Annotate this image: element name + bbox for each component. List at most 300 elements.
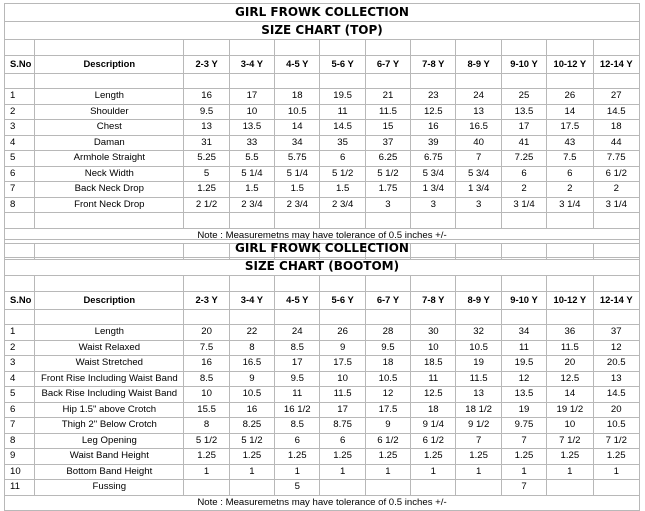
size-value[interactable]: 3 <box>456 197 501 213</box>
empty-cell[interactable] <box>184 40 229 56</box>
size-value[interactable]: 1.5 <box>275 182 320 198</box>
empty-cell[interactable] <box>184 213 229 229</box>
empty-cell[interactable] <box>501 309 546 325</box>
size-value[interactable]: 13.5 <box>501 104 546 120</box>
empty-cell[interactable] <box>320 276 365 292</box>
size-value[interactable]: 11 <box>411 371 456 387</box>
size-value[interactable]: 19 1/2 <box>547 402 593 418</box>
empty-cell[interactable] <box>229 73 274 89</box>
size-value[interactable]: 27 <box>593 89 639 105</box>
empty-cell[interactable] <box>320 40 365 56</box>
size-value[interactable]: 5 3/4 <box>456 166 501 182</box>
size-value[interactable]: 2 3/4 <box>229 197 274 213</box>
size-value[interactable]: 5 1/2 <box>320 166 365 182</box>
row-number[interactable]: 4 <box>5 135 35 151</box>
size-value[interactable]: 9.5 <box>184 104 229 120</box>
size-value[interactable]: 14 <box>275 120 320 136</box>
size-value[interactable]: 16 <box>229 402 274 418</box>
size-value[interactable]: 10.5 <box>593 418 639 434</box>
size-value[interactable]: 13 <box>593 371 639 387</box>
size-value[interactable]: 10 <box>547 418 593 434</box>
size-value[interactable]: 33 <box>229 135 274 151</box>
size-value[interactable]: 16 <box>184 89 229 105</box>
size-value[interactable]: 22 <box>229 325 274 341</box>
measurement-description[interactable]: Back Rise Including Waist Band <box>35 387 184 403</box>
empty-cell[interactable] <box>5 276 35 292</box>
empty-cell[interactable] <box>456 276 501 292</box>
size-value[interactable]: 43 <box>547 135 593 151</box>
size-value[interactable]: 2 <box>547 182 593 198</box>
size-value[interactable]: 1 <box>365 464 410 480</box>
empty-cell[interactable] <box>593 73 639 89</box>
header-size[interactable]: 9-10 Y <box>501 291 546 309</box>
header-description[interactable]: Description <box>35 55 184 73</box>
size-value[interactable]: 1 <box>184 464 229 480</box>
size-value[interactable]: 11.5 <box>456 371 501 387</box>
empty-cell[interactable] <box>411 40 456 56</box>
size-value[interactable]: 5 1/2 <box>365 166 410 182</box>
empty-cell[interactable] <box>547 213 593 229</box>
size-value[interactable]: 2 3/4 <box>320 197 365 213</box>
empty-cell[interactable] <box>593 276 639 292</box>
size-value[interactable]: 2 3/4 <box>275 197 320 213</box>
empty-cell[interactable] <box>456 309 501 325</box>
size-value[interactable]: 15.5 <box>184 402 229 418</box>
empty-cell[interactable] <box>320 213 365 229</box>
empty-cell[interactable] <box>184 309 229 325</box>
empty-cell[interactable] <box>365 276 410 292</box>
size-value[interactable]: 19.5 <box>320 89 365 105</box>
size-value[interactable]: 11.5 <box>320 387 365 403</box>
empty-cell[interactable] <box>411 213 456 229</box>
size-value[interactable]: 7.75 <box>593 151 639 167</box>
size-value[interactable]: 17.5 <box>365 402 410 418</box>
size-value[interactable]: 10.5 <box>456 340 501 356</box>
size-value[interactable]: 1 <box>547 464 593 480</box>
size-value[interactable]: 10 <box>184 387 229 403</box>
header-size[interactable]: 12-14 Y <box>593 291 639 309</box>
empty-cell[interactable] <box>184 276 229 292</box>
size-value[interactable]: 7.5 <box>547 151 593 167</box>
size-value[interactable]: 13.5 <box>229 120 274 136</box>
tolerance-note[interactable]: Note : Measuremetns may have tolerance of 0.5 inches +/- <box>5 495 640 511</box>
empty-cell[interactable] <box>275 309 320 325</box>
size-value[interactable]: 26 <box>320 325 365 341</box>
header-size[interactable]: 4-5 Y <box>275 291 320 309</box>
size-value[interactable]: 41 <box>501 135 546 151</box>
size-value[interactable]: 5.5 <box>229 151 274 167</box>
empty-cell[interactable] <box>275 276 320 292</box>
size-value[interactable]: 1.5 <box>320 182 365 198</box>
size-value[interactable]: 10.5 <box>275 104 320 120</box>
chart-subtitle[interactable]: SIZE CHART (BOOTOM) <box>5 258 640 276</box>
empty-cell[interactable] <box>229 213 274 229</box>
row-number[interactable]: 10 <box>5 464 35 480</box>
size-value[interactable]: 6 <box>320 433 365 449</box>
size-value[interactable]: 11.5 <box>365 104 410 120</box>
empty-cell[interactable] <box>365 309 410 325</box>
size-value[interactable]: 8 <box>229 340 274 356</box>
size-value[interactable]: 1.25 <box>184 182 229 198</box>
size-value[interactable]: 7 <box>501 480 546 496</box>
empty-cell[interactable] <box>35 276 184 292</box>
header-size[interactable]: 6-7 Y <box>365 291 410 309</box>
size-value[interactable]: 9 1/2 <box>456 418 501 434</box>
empty-cell[interactable] <box>229 40 274 56</box>
collection-title[interactable]: GIRL FROWK COLLECTION <box>5 4 640 22</box>
size-value[interactable]: 18 1/2 <box>456 402 501 418</box>
size-value[interactable]: 20 <box>593 402 639 418</box>
empty-cell[interactable] <box>411 276 456 292</box>
empty-cell[interactable] <box>456 213 501 229</box>
size-value[interactable]: 1 3/4 <box>411 182 456 198</box>
header-sno[interactable]: S.No <box>5 291 35 309</box>
row-number[interactable]: 8 <box>5 433 35 449</box>
empty-cell[interactable] <box>547 276 593 292</box>
size-value[interactable]: 24 <box>275 325 320 341</box>
header-size[interactable]: 5-6 Y <box>320 55 365 73</box>
empty-cell[interactable] <box>35 213 184 229</box>
size-value[interactable]: 12.5 <box>411 104 456 120</box>
empty-cell[interactable] <box>275 73 320 89</box>
header-size[interactable]: 7-8 Y <box>411 291 456 309</box>
measurement-description[interactable]: Chest <box>35 120 184 136</box>
size-value[interactable] <box>411 480 456 496</box>
size-value[interactable]: 1.25 <box>456 449 501 465</box>
size-value[interactable]: 26 <box>547 89 593 105</box>
empty-cell[interactable] <box>365 73 410 89</box>
size-value[interactable]: 17 <box>320 402 365 418</box>
empty-cell[interactable] <box>275 213 320 229</box>
size-value[interactable]: 3 1/4 <box>593 197 639 213</box>
size-value[interactable]: 12.5 <box>411 387 456 403</box>
measurement-description[interactable]: Length <box>35 89 184 105</box>
size-value[interactable]: 35 <box>320 135 365 151</box>
size-value[interactable]: 32 <box>456 325 501 341</box>
empty-cell[interactable] <box>501 40 546 56</box>
size-value[interactable]: 17.5 <box>547 120 593 136</box>
row-number[interactable]: 9 <box>5 449 35 465</box>
empty-cell[interactable] <box>5 73 35 89</box>
empty-cell[interactable] <box>320 309 365 325</box>
empty-cell[interactable] <box>501 213 546 229</box>
empty-cell[interactable] <box>547 40 593 56</box>
size-value[interactable]: 3 1/4 <box>547 197 593 213</box>
size-value[interactable]: 1 <box>229 464 274 480</box>
size-value[interactable]: 17 <box>275 356 320 372</box>
row-number[interactable]: 5 <box>5 151 35 167</box>
empty-cell[interactable] <box>501 276 546 292</box>
size-value[interactable]: 2 <box>501 182 546 198</box>
size-value[interactable]: 6.25 <box>365 151 410 167</box>
row-number[interactable]: 5 <box>5 387 35 403</box>
size-value[interactable]: 6 <box>501 166 546 182</box>
size-value[interactable]: 13 <box>184 120 229 136</box>
size-value[interactable] <box>456 480 501 496</box>
size-value[interactable]: 10 <box>320 371 365 387</box>
header-size[interactable]: 7-8 Y <box>411 55 456 73</box>
size-value[interactable]: 12.5 <box>547 371 593 387</box>
size-value[interactable]: 13.5 <box>501 387 546 403</box>
size-value[interactable]: 1 <box>501 464 546 480</box>
size-value[interactable]: 15 <box>365 120 410 136</box>
measurement-description[interactable]: Waist Stretched <box>35 356 184 372</box>
size-value[interactable]: 6.75 <box>411 151 456 167</box>
size-value[interactable]: 37 <box>365 135 410 151</box>
measurement-description[interactable]: Front Neck Drop <box>35 197 184 213</box>
size-value[interactable]: 16 <box>411 120 456 136</box>
size-value[interactable]: 8.5 <box>275 418 320 434</box>
size-value[interactable]: 9 <box>365 418 410 434</box>
size-value[interactable]: 1.25 <box>184 449 229 465</box>
size-value[interactable]: 1.5 <box>229 182 274 198</box>
empty-cell[interactable] <box>593 309 639 325</box>
header-size[interactable]: 2-3 Y <box>184 291 229 309</box>
empty-cell[interactable] <box>593 40 639 56</box>
size-value[interactable]: 5 1/2 <box>184 433 229 449</box>
empty-cell[interactable] <box>456 40 501 56</box>
size-value[interactable]: 5.25 <box>184 151 229 167</box>
size-value[interactable]: 1.25 <box>229 449 274 465</box>
header-size[interactable]: 10-12 Y <box>547 55 593 73</box>
size-value[interactable] <box>229 480 274 496</box>
size-value[interactable]: 10.5 <box>365 371 410 387</box>
size-value[interactable] <box>365 480 410 496</box>
empty-cell[interactable] <box>35 73 184 89</box>
header-size[interactable]: 3-4 Y <box>229 55 274 73</box>
size-value[interactable]: 7 <box>456 433 501 449</box>
size-value[interactable]: 1.25 <box>275 449 320 465</box>
size-value[interactable]: 1.25 <box>547 449 593 465</box>
size-value[interactable]: 31 <box>184 135 229 151</box>
row-number[interactable]: 7 <box>5 418 35 434</box>
size-value[interactable]: 14.5 <box>320 120 365 136</box>
size-value[interactable]: 2 <box>593 182 639 198</box>
empty-cell[interactable] <box>320 73 365 89</box>
size-value[interactable]: 40 <box>456 135 501 151</box>
measurement-description[interactable]: Fussing <box>35 480 184 496</box>
empty-cell[interactable] <box>547 309 593 325</box>
empty-cell[interactable] <box>184 73 229 89</box>
empty-cell[interactable] <box>5 309 35 325</box>
size-value[interactable]: 6 <box>320 151 365 167</box>
header-size[interactable]: 9-10 Y <box>501 55 546 73</box>
header-size[interactable]: 8-9 Y <box>456 291 501 309</box>
size-value[interactable]: 17 <box>501 120 546 136</box>
size-value[interactable]: 1.25 <box>593 449 639 465</box>
size-value[interactable]: 5 1/4 <box>229 166 274 182</box>
row-number[interactable]: 6 <box>5 402 35 418</box>
size-value[interactable]: 1 3/4 <box>456 182 501 198</box>
empty-cell[interactable] <box>5 213 35 229</box>
size-value[interactable]: 9 <box>229 371 274 387</box>
size-value[interactable]: 44 <box>593 135 639 151</box>
empty-cell[interactable] <box>229 276 274 292</box>
size-value[interactable] <box>547 480 593 496</box>
size-value[interactable]: 6 <box>547 166 593 182</box>
size-value[interactable]: 1 <box>320 464 365 480</box>
measurement-description[interactable]: Thigh 2" Below Crotch <box>35 418 184 434</box>
size-value[interactable]: 7.5 <box>184 340 229 356</box>
header-size[interactable]: 3-4 Y <box>229 291 274 309</box>
header-size[interactable]: 2-3 Y <box>184 55 229 73</box>
measurement-description[interactable]: Bottom Band Height <box>35 464 184 480</box>
size-value[interactable]: 3 <box>411 197 456 213</box>
row-number[interactable]: 6 <box>5 166 35 182</box>
size-value[interactable]: 34 <box>501 325 546 341</box>
row-number[interactable]: 4 <box>5 371 35 387</box>
size-value[interactable]: 18 <box>365 356 410 372</box>
size-value[interactable]: 16 <box>184 356 229 372</box>
header-size[interactable]: 10-12 Y <box>547 291 593 309</box>
empty-cell[interactable] <box>275 40 320 56</box>
measurement-description[interactable]: Waist Relaxed <box>35 340 184 356</box>
size-value[interactable]: 3 <box>365 197 410 213</box>
size-value[interactable]: 13 <box>456 104 501 120</box>
size-value[interactable]: 12 <box>365 387 410 403</box>
empty-cell[interactable] <box>35 309 184 325</box>
header-size[interactable]: 6-7 Y <box>365 55 410 73</box>
header-size[interactable]: 5-6 Y <box>320 291 365 309</box>
size-value[interactable]: 28 <box>365 325 410 341</box>
size-value[interactable]: 18 <box>593 120 639 136</box>
measurement-description[interactable]: Leg Opening <box>35 433 184 449</box>
measurement-description[interactable]: Waist Band Height <box>35 449 184 465</box>
size-value[interactable]: 9.5 <box>365 340 410 356</box>
size-value[interactable]: 19 <box>501 402 546 418</box>
size-value[interactable]: 17.5 <box>320 356 365 372</box>
row-number[interactable]: 2 <box>5 340 35 356</box>
empty-cell[interactable] <box>229 309 274 325</box>
size-value[interactable]: 10 <box>229 104 274 120</box>
size-value[interactable]: 14 <box>547 104 593 120</box>
size-value[interactable]: 8.5 <box>184 371 229 387</box>
size-value[interactable]: 17 <box>229 89 274 105</box>
empty-cell[interactable] <box>411 73 456 89</box>
size-value[interactable]: 8.5 <box>275 340 320 356</box>
size-value[interactable]: 1.25 <box>365 449 410 465</box>
size-value[interactable]: 8.75 <box>320 418 365 434</box>
size-value[interactable]: 16.5 <box>456 120 501 136</box>
size-value[interactable]: 5 3/4 <box>411 166 456 182</box>
size-value[interactable]: 1 <box>411 464 456 480</box>
size-value[interactable]: 11 <box>501 340 546 356</box>
size-value[interactable]: 1.75 <box>365 182 410 198</box>
size-value[interactable]: 34 <box>275 135 320 151</box>
size-value[interactable]: 18 <box>275 89 320 105</box>
size-value[interactable]: 10.5 <box>229 387 274 403</box>
size-value[interactable]: 16.5 <box>229 356 274 372</box>
size-value[interactable]: 8 <box>184 418 229 434</box>
size-value[interactable]: 6 1/2 <box>365 433 410 449</box>
size-value[interactable] <box>184 480 229 496</box>
empty-cell[interactable] <box>35 40 184 56</box>
size-value[interactable]: 7.25 <box>501 151 546 167</box>
size-value[interactable]: 11.5 <box>547 340 593 356</box>
empty-cell[interactable] <box>593 213 639 229</box>
size-value[interactable]: 14 <box>547 387 593 403</box>
empty-cell[interactable] <box>5 40 35 56</box>
size-value[interactable]: 19 <box>456 356 501 372</box>
measurement-description[interactable]: Hip 1.5" above Crotch <box>35 402 184 418</box>
collection-title[interactable]: GIRL FROWK COLLECTION <box>5 240 640 258</box>
size-value[interactable]: 5 1/4 <box>275 166 320 182</box>
size-value[interactable]: 2 1/2 <box>184 197 229 213</box>
size-value[interactable]: 7 <box>501 433 546 449</box>
size-value[interactable]: 3 1/4 <box>501 197 546 213</box>
chart-subtitle[interactable]: SIZE CHART (TOP) <box>5 22 640 40</box>
size-value[interactable]: 14.5 <box>593 104 639 120</box>
measurement-description[interactable]: Length <box>35 325 184 341</box>
empty-cell[interactable] <box>365 40 410 56</box>
size-value[interactable]: 13 <box>456 387 501 403</box>
row-number[interactable]: 1 <box>5 325 35 341</box>
row-number[interactable]: 8 <box>5 197 35 213</box>
size-value[interactable]: 36 <box>547 325 593 341</box>
size-value[interactable]: 1.25 <box>411 449 456 465</box>
size-value[interactable]: 5.75 <box>275 151 320 167</box>
size-value[interactable]: 9 <box>320 340 365 356</box>
size-value[interactable]: 18 <box>411 402 456 418</box>
size-value[interactable]: 16 1/2 <box>275 402 320 418</box>
size-value[interactable]: 20 <box>547 356 593 372</box>
row-number[interactable]: 1 <box>5 89 35 105</box>
size-value[interactable]: 6 <box>275 433 320 449</box>
size-value[interactable]: 30 <box>411 325 456 341</box>
header-size[interactable]: 12-14 Y <box>593 55 639 73</box>
measurement-description[interactable]: Back Neck Drop <box>35 182 184 198</box>
size-value[interactable]: 37 <box>593 325 639 341</box>
header-size[interactable]: 4-5 Y <box>275 55 320 73</box>
size-value[interactable]: 5 <box>184 166 229 182</box>
size-value[interactable]: 25 <box>501 89 546 105</box>
empty-cell[interactable] <box>547 73 593 89</box>
row-number[interactable]: 11 <box>5 480 35 496</box>
size-value[interactable]: 1.25 <box>501 449 546 465</box>
header-description[interactable]: Description <box>35 291 184 309</box>
size-value[interactable]: 20.5 <box>593 356 639 372</box>
size-value[interactable]: 1.25 <box>320 449 365 465</box>
size-value[interactable]: 24 <box>456 89 501 105</box>
size-value[interactable]: 7 1/2 <box>593 433 639 449</box>
size-value[interactable]: 18.5 <box>411 356 456 372</box>
size-value[interactable]: 20 <box>184 325 229 341</box>
size-value[interactable]: 12 <box>593 340 639 356</box>
size-value[interactable]: 39 <box>411 135 456 151</box>
size-value[interactable]: 9.5 <box>275 371 320 387</box>
measurement-description[interactable]: Front Rise Including Waist Band <box>35 371 184 387</box>
empty-cell[interactable] <box>456 73 501 89</box>
empty-cell[interactable] <box>411 309 456 325</box>
size-value[interactable] <box>320 480 365 496</box>
size-value[interactable]: 6 1/2 <box>593 166 639 182</box>
empty-cell[interactable] <box>501 73 546 89</box>
size-value[interactable]: 5 <box>275 480 320 496</box>
size-value[interactable]: 5 1/2 <box>229 433 274 449</box>
size-value[interactable]: 1 <box>593 464 639 480</box>
size-value[interactable]: 9.75 <box>501 418 546 434</box>
size-value[interactable]: 6 1/2 <box>411 433 456 449</box>
size-value[interactable] <box>593 480 639 496</box>
tolerance-note[interactable]: Note : Measuremetns may have tolerance of 0.5 inches +/- <box>5 228 640 244</box>
row-number[interactable]: 7 <box>5 182 35 198</box>
size-value[interactable]: 7 1/2 <box>547 433 593 449</box>
size-value[interactable]: 19.5 <box>501 356 546 372</box>
row-number[interactable]: 2 <box>5 104 35 120</box>
size-value[interactable]: 23 <box>411 89 456 105</box>
row-number[interactable]: 3 <box>5 356 35 372</box>
size-value[interactable]: 10 <box>411 340 456 356</box>
